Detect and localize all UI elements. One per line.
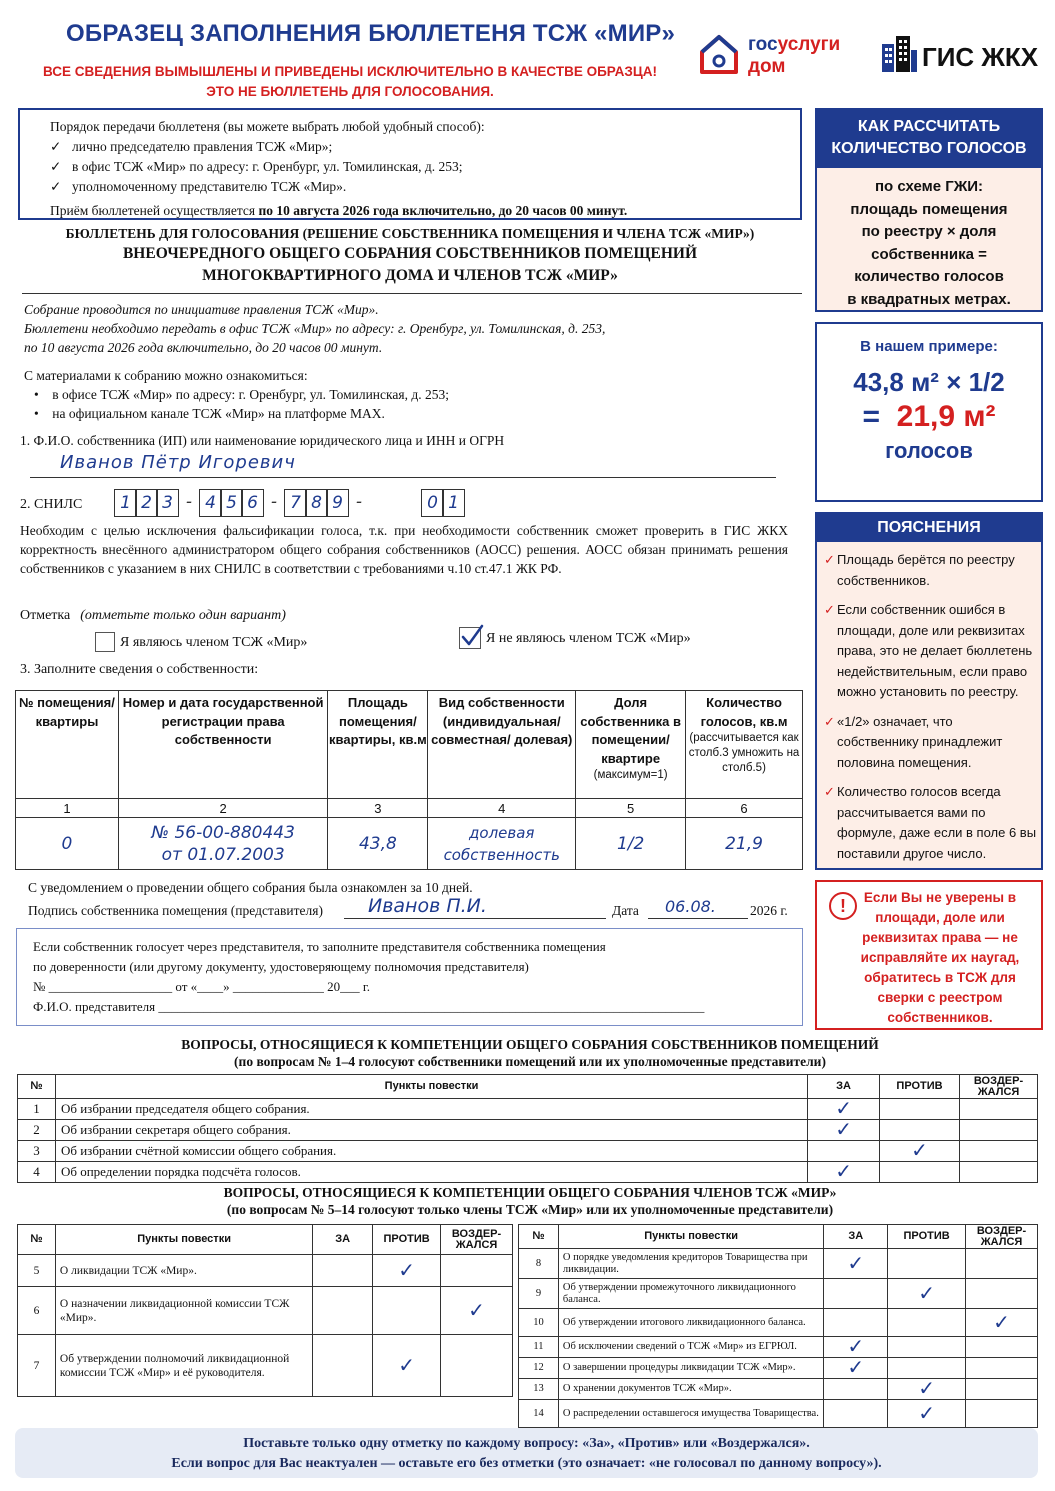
vote-abstain-cell[interactable] xyxy=(966,1249,1038,1279)
agenda-row xyxy=(519,1279,1038,1309)
agenda-number: 8 xyxy=(519,1249,559,1279)
vote-against-cell[interactable] xyxy=(888,1279,966,1309)
agenda-text: Об утверждении промежуточного ликвидационного баланса. xyxy=(558,1279,823,1309)
footer-line-1: Поставьте только одну отметку по каждому вопросу: «За», «Против» или «Воздержался». xyxy=(243,1436,810,1451)
ownership-type-cell[interactable] xyxy=(428,818,576,870)
section2-heading xyxy=(30,1184,1030,1218)
col-header-type: Вид собственности (индивидуальная/ совместная/ долевая) xyxy=(428,691,576,799)
transfer-item-text: лично председателю правления ТСЖ «Мир»; xyxy=(72,139,333,154)
vote-against-cell[interactable] xyxy=(888,1400,966,1428)
check-icon: ✓ xyxy=(824,784,835,799)
proxy-line-1: Если собственник голосует через представителя, то заполните представителя собственника помещения xyxy=(33,939,606,954)
col-header-against: ПРОТИВ xyxy=(888,1225,966,1249)
col-header-apartment: № помещения/ квартиры xyxy=(16,691,119,799)
logo-uslugi: услуги xyxy=(777,34,841,55)
calc-title-line-1: КАК РАССЧИТАТЬ xyxy=(857,118,1001,135)
notes-title: ПОЯСНЕНИЯ xyxy=(817,514,1041,542)
example-eq: = xyxy=(862,400,880,433)
calc-line: площадь помещения xyxy=(850,200,1008,218)
note-item xyxy=(825,600,1037,703)
ownership-table xyxy=(15,690,803,870)
agenda-text: Об утверждении полномочий ликвидационной комиссии ТСЖ «Мир» и её руководителя. xyxy=(55,1335,312,1397)
agenda-text: Об определении порядка подсчёта голосов. xyxy=(55,1162,807,1183)
signature-label: Подпись собственника помещения (представителя) xyxy=(28,903,323,918)
agenda-number: 13 xyxy=(519,1379,559,1400)
agenda-text: О ликвидации ТСЖ «Мир». xyxy=(55,1255,312,1287)
proxy-doc-field[interactable]: № ___________________ от «____» ______________ 20___ г. xyxy=(33,979,371,994)
agenda-row xyxy=(18,1120,1038,1141)
mark-text: Отметка xyxy=(20,608,71,623)
note-item xyxy=(825,782,1037,864)
agenda-row xyxy=(519,1337,1038,1358)
disclaimer-line-2: ЭТО НЕ БЮЛЛЕТЕНЬ ДЛЯ ГОЛОСОВАНИЯ. xyxy=(206,84,494,99)
vote-for-cell[interactable] xyxy=(313,1335,373,1397)
vote-for-cell[interactable] xyxy=(824,1355,888,1379)
transfer-intro: Порядок передачи бюллетеня (вы можете выбрать любой удобный способ): xyxy=(50,119,485,134)
snils-digit[interactable]: 9 xyxy=(326,489,349,517)
ballot-head-line-1: БЮЛЛЕТЕНЬ ДЛЯ ГОЛОСОВАНИЯ (РЕШЕНИЕ СОБСТВЕННИКА ПОМЕЩЕНИЯ И ЧЛЕНА ТСЖ «МИР») xyxy=(65,226,755,241)
vote-abstain-cell[interactable] xyxy=(441,1255,513,1287)
note-text: «1/2» означает, что собственнику принадлежит половина помещения. xyxy=(837,713,1003,770)
agenda-text: Об избрании председателя общего собрания. xyxy=(55,1099,807,1120)
check-icon: ✓ xyxy=(918,1400,935,1425)
member-checkbox[interactable] xyxy=(95,632,115,652)
gis-zhkh-logo xyxy=(880,34,1039,74)
calc-line: количество голосов xyxy=(854,268,1004,285)
snils-digit[interactable]: 5 xyxy=(220,489,243,517)
agenda-row xyxy=(519,1358,1038,1379)
agenda-text: Об избрании секретаря общего собрания. xyxy=(55,1120,807,1141)
check-icon: ✓ xyxy=(824,713,835,729)
registration-date: от 01.07.2003 xyxy=(161,844,285,865)
col-header-no: № xyxy=(519,1225,559,1249)
snils-digit[interactable]: 0 xyxy=(421,489,444,517)
share-cell[interactable]: 1/2 xyxy=(576,818,686,870)
materials-item: • на официальном канале ТСЖ «Мир» на платформе MAX. xyxy=(34,406,385,421)
agenda-text: О завершении процедуры ликвидации ТСЖ «Мир». xyxy=(558,1358,823,1379)
calc-line: в квадратных метрах. xyxy=(847,290,1011,308)
year-suffix: 2026 г. xyxy=(750,903,788,918)
vote-abstain-cell[interactable] xyxy=(966,1358,1038,1379)
mark-hint: (отметьте только один вариант) xyxy=(80,608,286,623)
vote-abstain-cell[interactable] xyxy=(966,1279,1038,1309)
calc-line: собственника = xyxy=(871,245,987,263)
ballot-heading xyxy=(30,226,790,286)
agenda-number: 2 xyxy=(18,1120,56,1141)
snils-separator: - xyxy=(355,492,363,512)
vote-for-cell[interactable] xyxy=(808,1117,880,1141)
vote-abstain-cell[interactable] xyxy=(966,1309,1038,1337)
notes-body xyxy=(817,542,1041,868)
member-checkbox-label: Я являюсь членом ТСЖ «Мир» xyxy=(120,635,308,650)
col-header-no: № xyxy=(18,1225,56,1255)
section2-head-2: (по вопросам № 5–14 голосуют только члены ТСЖ «Мир» или их уполномоченные представители) xyxy=(226,1202,834,1217)
proxy-box xyxy=(16,928,803,1026)
votes-table-members-right xyxy=(518,1224,1038,1428)
agenda-row xyxy=(519,1379,1038,1400)
vote-against-cell[interactable] xyxy=(880,1099,960,1120)
warning-icon: ! xyxy=(829,892,857,920)
col-header-abstain: ВОЗДЕР-ЖАЛСЯ xyxy=(966,1225,1038,1249)
note-item xyxy=(825,550,1037,591)
calc-line: по реестру × доля xyxy=(861,223,997,240)
deadline-date: по 10 августа 2026 года включительно, до 20 часов 00 минут. xyxy=(258,203,628,218)
col-header-abstain: ВОЗДЕР-ЖАЛСЯ xyxy=(960,1075,1038,1099)
col-number: 1 xyxy=(16,799,119,818)
col-header-for: ЗА xyxy=(824,1225,888,1249)
transfer-item-text: уполномоченному представителю ТСЖ «Мир». xyxy=(72,179,347,194)
col-header-registration: Номер и дата государственной регистрации права собственности xyxy=(118,691,328,799)
vote-for-cell[interactable] xyxy=(824,1400,888,1428)
snils-label: 2. СНИЛС xyxy=(20,497,83,512)
snils-digit[interactable]: 1 xyxy=(114,489,137,517)
transfer-item xyxy=(50,157,800,177)
agenda-number: 7 xyxy=(18,1335,56,1397)
col-header-against: ПРОТИВ xyxy=(373,1225,441,1255)
snils-digit[interactable]: 7 xyxy=(284,489,307,517)
snils-digit[interactable]: 4 xyxy=(199,489,222,517)
agenda-number: 11 xyxy=(519,1337,559,1358)
col-number: 2 xyxy=(118,799,328,818)
footer-line-2: Если вопрос для Вас неактуален — оставьте его без отметки (это означает: «не голосовал по данному вопросу»). xyxy=(171,1456,882,1471)
vote-against-cell[interactable] xyxy=(373,1287,441,1335)
materials-item: • в офисе ТСЖ «Мир» по адресу: г. Оренбург, ул. Томилинская, д. 253; xyxy=(34,387,449,402)
calc-line: по схеме ГЖИ: xyxy=(874,178,984,195)
proxy-name-field[interactable]: Ф.И.О. представителя ____________________________________________________________________________________ xyxy=(33,999,705,1014)
check-icon: ✓ xyxy=(50,179,62,194)
col-header-against: ПРОТИВ xyxy=(880,1075,960,1099)
vote-for-cell[interactable] xyxy=(824,1309,888,1337)
agenda-text: Об избрании счётной комиссии общего собрания. xyxy=(55,1141,807,1162)
submit-text-2: по 10 августа 2026 года включительно, до 20 часов 00 минут. xyxy=(24,340,383,355)
vote-for-cell[interactable] xyxy=(313,1255,373,1287)
meeting-info xyxy=(24,300,784,357)
agenda-number: 12 xyxy=(519,1358,559,1379)
example-title: В нашем примере: xyxy=(860,338,998,355)
agenda-row xyxy=(18,1335,513,1397)
vote-for-cell[interactable] xyxy=(824,1379,888,1400)
note-item xyxy=(825,712,1037,774)
check-icon: ✓ xyxy=(824,602,835,617)
check-icon: ✓ xyxy=(50,159,62,174)
note-text: Площадь берётся по реестру собственников. xyxy=(837,552,1015,588)
logo-gis-text: ГИС ЖКХ xyxy=(922,42,1039,72)
agenda-number: 5 xyxy=(18,1255,56,1287)
snils-separator: - xyxy=(270,492,278,512)
col-header-item: Пункты повестки xyxy=(55,1075,807,1099)
transfer-item-text: в офис ТСЖ «Мир» по адресу: г. Оренбург, ул. Томилинская, д. 253; xyxy=(72,159,463,174)
not-member-checkbox[interactable] xyxy=(459,627,481,649)
date-label: Дата xyxy=(612,903,639,918)
calc-panel-title xyxy=(817,110,1041,168)
agenda-row xyxy=(18,1287,513,1335)
snils-digit[interactable]: 2 xyxy=(135,489,158,517)
submit-text-1: Бюллетени необходимо передать в офис ТСЖ «Мир» по адресу: г. Оренбург, ул. Томилинская, д. 253, xyxy=(24,321,606,336)
calc-panel-body xyxy=(817,168,1041,310)
check-icon: ✓ xyxy=(824,552,835,567)
date-underline xyxy=(648,918,748,919)
vote-abstain-cell[interactable] xyxy=(441,1335,513,1397)
agenda-row xyxy=(519,1249,1038,1279)
votes-cell[interactable]: 21,9 xyxy=(686,818,803,870)
initiator-text: Собрание проводится по инициативе правления ТСЖ «Мир». xyxy=(24,302,379,317)
not-member-checkbox-label: Я не являюсь членом ТСЖ «Мир» xyxy=(486,631,691,646)
notice-text: С уведомлением о проведении общего собрания была ознакомлен за 10 дней. xyxy=(28,880,473,895)
ballot-head-line-3: МНОГОКВАРТИРНОГО ДОМА И ЧЛЕНОВ ТСЖ «МИР» xyxy=(202,267,618,284)
agenda-row xyxy=(18,1162,1038,1183)
section1-heading xyxy=(30,1036,1030,1070)
example-formula: 43,8 м² × 1/2 xyxy=(853,367,1005,397)
example-panel xyxy=(815,322,1043,502)
warning-text: Если Вы не уверены в площади, доле или реквизитах права — не исправляйте их наугад, обратитесь в ТСЖ для сверки с реестром собственников. xyxy=(860,890,1020,1025)
col-number: 4 xyxy=(428,799,576,818)
example-result: 21,9 м² xyxy=(896,400,996,433)
agenda-number: 10 xyxy=(519,1309,559,1337)
check-icon: ✓ xyxy=(398,1352,415,1377)
agenda-text: Об исключении сведений о ТСЖ «Мир» из ЕГРЮЛ. xyxy=(558,1337,823,1358)
agenda-text: О хранении документов ТСЖ «Мир». xyxy=(558,1379,823,1400)
vote-abstain-cell[interactable] xyxy=(966,1379,1038,1400)
transfer-box xyxy=(18,108,802,220)
check-icon: ✓ xyxy=(50,139,62,154)
materials-info xyxy=(24,366,784,423)
snils-digit[interactable]: 1 xyxy=(442,489,465,517)
section1-head-1: ВОПРОСЫ, ОТНОСЯЩИЕСЯ К КОМПЕТЕНЦИИ ОБЩЕГО СОБРАНИЯ СОБСТВЕННИКОВ ПОМЕЩЕНИЙ xyxy=(181,1037,879,1052)
calc-title-line-2: КОЛИЧЕСТВО ГОЛОСОВ xyxy=(831,140,1027,157)
col-number: 5 xyxy=(576,799,686,818)
disclaimer-line-1: ВСЕ СВЕДЕНИЯ ВЫМЫШЛЕНЫ И ПРИВЕДЕНЫ ИСКЛЮЧИТЕЛЬНО В КАЧЕСТВЕ ОБРАЗЦА! xyxy=(43,64,657,79)
check-icon: ✓ xyxy=(847,1334,865,1358)
vote-abstain-cell[interactable] xyxy=(960,1120,1038,1141)
vote-against-cell[interactable] xyxy=(888,1249,966,1279)
agenda-number: 4 xyxy=(18,1162,56,1183)
transfer-item xyxy=(50,137,800,157)
check-icon: ✓ xyxy=(918,1376,935,1400)
vote-for-cell[interactable] xyxy=(808,1159,880,1183)
check-icon xyxy=(458,622,486,650)
agenda-row xyxy=(519,1309,1038,1337)
check-icon: ✓ xyxy=(835,1159,852,1183)
logo-gos: гос xyxy=(748,34,778,55)
calc-panel xyxy=(815,108,1043,312)
vote-abstain-cell[interactable] xyxy=(960,1162,1038,1183)
vote-for-cell[interactable] xyxy=(824,1279,888,1309)
signature-underline xyxy=(344,918,606,919)
snils-note: Необходим с целью исключения фальсификации голоса, т.к. при необходимости собственник сможет проверить в ГИС ЖКХ корректность внесённого администратором общего собрания собственников (АОСС) решения. АОСС обязан принимать решения собственников с указанием в них СНИЛС в соответствии с требованиями ч.10 ст.47.1 ЖК РФ. xyxy=(20,523,788,576)
vote-abstain-cell[interactable] xyxy=(441,1287,513,1335)
mark-label xyxy=(20,608,286,624)
vote-abstain-cell[interactable] xyxy=(966,1400,1038,1428)
agenda-row xyxy=(18,1255,513,1287)
agenda-number: 3 xyxy=(18,1141,56,1162)
notes-panel xyxy=(815,512,1043,870)
snils-digit[interactable]: 3 xyxy=(156,489,179,517)
gosuslugi-dom-logo xyxy=(698,32,858,80)
note-text: Количество голосов всегда рассчитывается вами по формуле, даже если в поле 6 вы поставили другое число. xyxy=(837,784,1037,861)
materials-item-text: в офисе ТСЖ «Мир» по адресу: г. Оренбург, ул. Томилинская, д. 253; xyxy=(52,387,449,402)
vote-against-cell[interactable] xyxy=(888,1376,966,1400)
agenda-text: О назначении ликвидационной комиссии ТСЖ «Мир». xyxy=(55,1287,312,1335)
check-icon: ✓ xyxy=(847,1355,865,1379)
col-header-for: ЗА xyxy=(313,1225,373,1255)
snils-separator: - xyxy=(185,492,193,512)
check-icon: ✓ xyxy=(468,1297,485,1322)
agenda-text: Об утверждении итогового ликвидационного баланса. xyxy=(558,1309,823,1337)
col-header-area: Площадь помещения/ квартиры, кв.м xyxy=(328,691,428,799)
vote-abstain-cell[interactable] xyxy=(966,1337,1038,1358)
snils-digit[interactable]: 6 xyxy=(241,489,264,517)
check-icon: ✓ xyxy=(918,1280,935,1305)
vote-against-cell[interactable] xyxy=(888,1309,966,1337)
col-header-abstain: ВОЗДЕР-ЖАЛСЯ xyxy=(441,1225,513,1255)
check-icon: ✓ xyxy=(911,1138,928,1162)
signature-field[interactable]: Иванов П.И. xyxy=(368,895,487,917)
vote-against-cell[interactable] xyxy=(888,1337,966,1358)
transfer-deadline xyxy=(50,201,800,221)
owner-name-underline xyxy=(30,477,776,478)
warning-panel xyxy=(815,880,1043,1030)
check-icon: ✓ xyxy=(847,1250,865,1275)
transfer-item xyxy=(50,177,800,197)
col-number: 6 xyxy=(686,799,803,818)
agenda-row xyxy=(18,1099,1038,1120)
materials-intro: С материалами к собранию можно ознакомиться: xyxy=(24,368,308,383)
agenda-number: 14 xyxy=(519,1400,559,1428)
col-header-share: Доля собственника в помещении/ квартире (максимум=1) xyxy=(576,691,686,799)
disclaimer xyxy=(30,62,670,102)
agenda-text: О порядке уведомления кредиторов Товарищества при ликвидации. xyxy=(558,1249,823,1279)
footer-instructions xyxy=(15,1428,1038,1478)
col-header-item: Пункты повестки xyxy=(55,1225,312,1255)
votes-table-members-left xyxy=(17,1224,513,1397)
vote-against-cell[interactable] xyxy=(880,1162,960,1183)
logo-dom: дом xyxy=(748,56,786,77)
vote-abstain-cell[interactable] xyxy=(960,1141,1038,1162)
votes-table-owners xyxy=(17,1074,1038,1183)
house-icon xyxy=(698,32,740,76)
ownership-label: 3. Заполните сведения о собственности: xyxy=(20,662,259,677)
vote-for-cell[interactable] xyxy=(824,1249,888,1279)
col-header-no: № xyxy=(18,1075,56,1099)
agenda-text: О распределении оставшегося имущества Товарищества. xyxy=(558,1400,823,1428)
divider xyxy=(22,293,802,294)
check-icon: ✓ xyxy=(993,1309,1010,1334)
owner-name-label: 1. Ф.И.О. собственника (ИП) или наименование юридического лица и ИНН и ОГРН xyxy=(20,433,505,448)
note-text: Если собственник ошибся в площади, доле или реквизитах права, это не делает бюллетень недействительным, если право можно установить по реестру. xyxy=(837,602,1033,699)
registration-number: № 56-00-880443 xyxy=(151,822,295,843)
apartment-cell[interactable]: 0 xyxy=(16,818,119,870)
ownership-type-1: долевая xyxy=(469,823,535,842)
vote-against-cell[interactable] xyxy=(373,1255,441,1287)
vote-against-cell[interactable] xyxy=(880,1138,960,1162)
date-field[interactable]: 06.08. xyxy=(665,897,716,916)
col-header-votes: Количество голосов, кв.м (рассчитывается как столб.3 умножить на столб.5) xyxy=(686,691,803,799)
ballot-head-line-2: ВНЕОЧЕРЕДНОГО ОБЩЕГО СОБРАНИЯ СОБСТВЕННИКОВ ПОМЕЩЕНИЙ xyxy=(122,245,698,262)
section2-head-1: ВОПРОСЫ, ОТНОСЯЩИЕСЯ К КОМПЕТЕНЦИИ ОБЩЕГО СОБРАНИЯ ЧЛЕНОВ ТСЖ «МИР» xyxy=(223,1185,837,1200)
check-icon: ✓ xyxy=(398,1257,415,1282)
snils-digit[interactable]: 8 xyxy=(305,489,328,517)
example-result-line xyxy=(817,400,1041,434)
area-cell[interactable]: 43,8 xyxy=(328,818,428,870)
building-icon xyxy=(880,34,918,72)
owner-name-field[interactable]: Иванов Пётр Игоревич xyxy=(60,452,296,473)
col-header-item: Пункты повестки xyxy=(558,1225,823,1249)
ownership-type-2: собственность xyxy=(443,845,560,864)
agenda-row xyxy=(18,1141,1038,1162)
vote-abstain-cell[interactable] xyxy=(960,1099,1038,1120)
page-title: ОБРАЗЕЦ ЗАПОЛНЕНИЯ БЮЛЛЕТЕНЯ ТСЖ «МИР» xyxy=(66,20,676,47)
example-unit: голосов xyxy=(885,438,973,463)
proxy-line-2: по доверенности (или другому документу, удостоверяющему полномочия представителя) xyxy=(33,959,529,974)
materials-item-text: на официальном канале ТСЖ «Мир» на платформе MAX. xyxy=(52,406,385,421)
signature-row xyxy=(28,895,798,925)
vote-for-cell[interactable] xyxy=(313,1287,373,1335)
agenda-number: 9 xyxy=(519,1279,559,1309)
check-icon: ✓ xyxy=(835,1096,852,1120)
section1-head-2: (по вопросам № 1–4 голосуют собственники помещений или их уполномоченные представители) xyxy=(234,1054,826,1069)
agenda-number: 1 xyxy=(18,1099,56,1120)
vote-against-cell[interactable] xyxy=(373,1335,441,1397)
agenda-row xyxy=(519,1400,1038,1428)
col-number: 3 xyxy=(328,799,428,818)
agenda-number: 6 xyxy=(18,1287,56,1335)
registration-cell[interactable] xyxy=(118,818,328,870)
col-header-for: ЗА xyxy=(808,1075,880,1099)
deadline-prefix: Приём бюллетеней осуществляется xyxy=(50,203,259,218)
check-icon: ✓ xyxy=(835,1117,852,1141)
